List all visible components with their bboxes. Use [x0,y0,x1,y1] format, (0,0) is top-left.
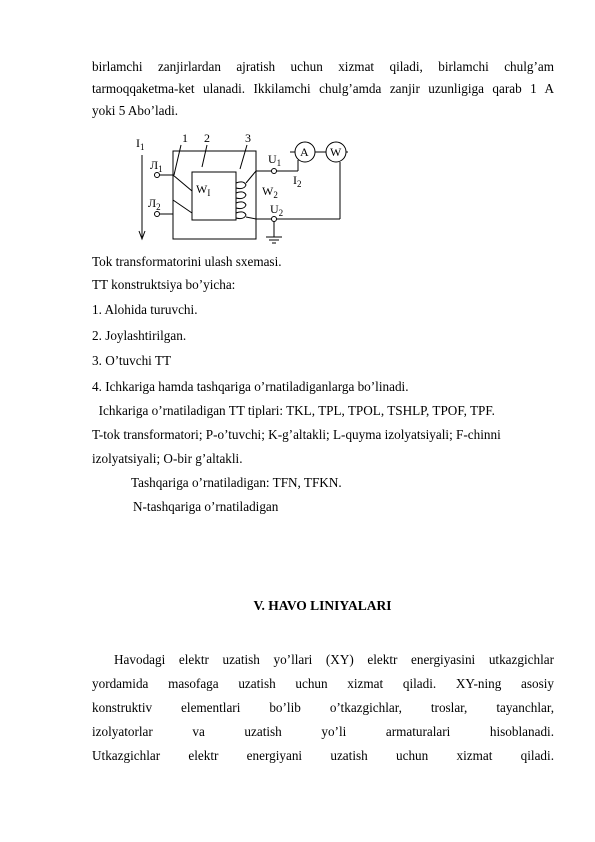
label-l2: $Л_2$ [148,196,161,212]
label-2: 2 [204,131,210,145]
list-item-4: 4. Ichkariga hamda tashqariga o’rnatiladiganlarga bo’linadi. [92,379,409,394]
transformer-housing [173,151,256,239]
section-heading: V. HAVO LINIYALARI [253,598,392,613]
indoor-types-line: Ichkariga o’rnatiladigan TT tiplari: TKL, TPL, TPOL, TSHLP, TPOF, TPF. [92,403,495,418]
label-u1: $U_1$ [268,152,282,168]
label-1: 1 [182,131,188,145]
secondary-coil-1 [236,182,246,189]
list-item-2: 2. Joylashtirilgan. [92,328,187,343]
label-u2: $U_2$ [270,202,284,218]
outdoor-types-line: Tashqariga o’rnatiladigan: TFN, TFKN. [131,475,342,490]
intro-line-1: birlamchi zanjirlardan ajratish uchun xizmat qiladi, birlamchi chulg’am [92,59,554,74]
label-i1: $I_1$ [136,136,145,152]
current-transformer-diagram [130,127,360,247]
list-item-1: 1. Alohida turuvchi. [92,302,198,317]
list-title: TT konstruktsiya bo’yicha: [92,277,236,292]
label-w2: $W_2$ [262,184,278,200]
label-ammeter: A [300,145,309,159]
body-line-2: yordamida masofaga uzatish uchun xizmat qiladi. XY-ning asosiy [92,676,554,691]
n-definition-line: N-tashqariga o’rnatiladigan [133,499,279,514]
intro-line-3: yoki 5 Abo’ladi. [92,103,179,118]
body-line-3: konstruktiv elementlari bo’lib o’tkazgichlar, troslar, tayanchlar, [92,700,554,715]
label-w1: $W_I$ [196,182,211,198]
label-l1: $Л_1$ [150,158,163,174]
primary-winding-lead-1 [173,175,192,191]
transformer-core [192,172,236,220]
body-line-5: Utkazgichlar elektr energiyani uzatish uchun xizmat qiladi. [92,748,554,763]
diagram-caption: Tok transformatorini ulash sxemasi. [92,254,282,269]
label-i2: $I_2$ [293,173,302,189]
legend-line-1: T-tok transformatori; P-o’tuvchi; K-g’altakli; L-quyma izolyatsiyali; F-chinni [92,427,501,442]
list-item-3: 3. O’tuvchi TT [92,353,171,368]
label-3: 3 [245,131,251,145]
primary-winding-lead-2 [173,200,192,213]
label-wattmeter: W [330,145,342,159]
legend-line-2: izolyatsiyali; O-bir g’altakli. [92,451,243,466]
intro-line-2: tarmoqqaketma-ket ulanadi. Ikkilamchi chulg’amda zanjir uzunligiga qarab 1 A [92,81,554,96]
body-line-1: Havodagi elektr uzatish yo’llari (XY) elektr energiyasini utkazgichlar [114,652,554,667]
body-line-4: izolyatorlar va uzatish yo’li armaturalari hisoblanadi. [92,724,554,739]
